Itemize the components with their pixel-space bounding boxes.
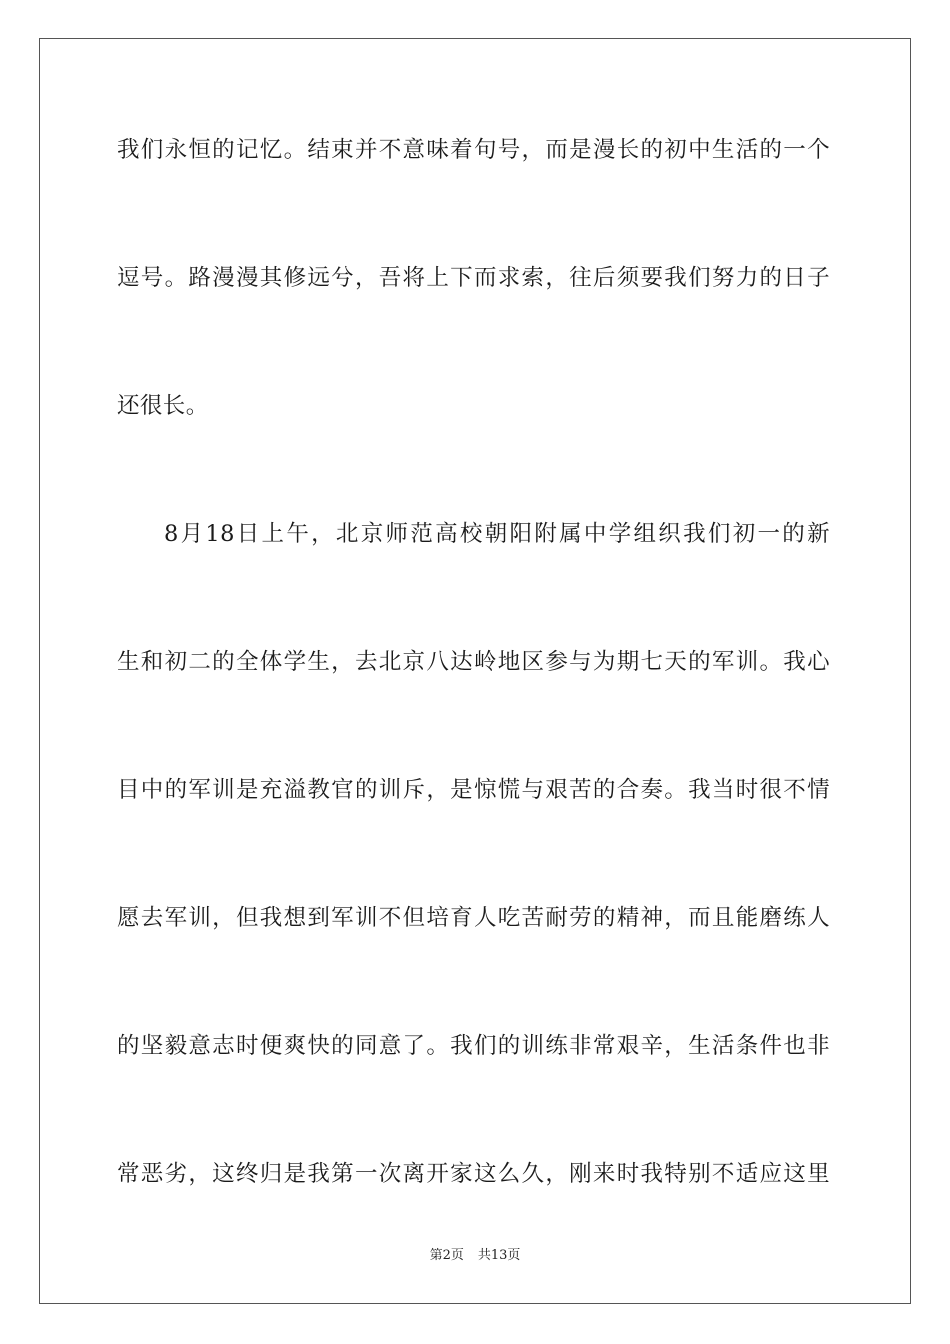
text-line: 目中的军训是充溢教官的训斥，是惊慌与艰苦的合奏。我当时很不情 xyxy=(117,777,830,803)
text-line: 常恶劣，这终归是我第一次离开家这么久，刚来时我特别不适应这里 xyxy=(117,1161,830,1187)
text-line: 的坚毅意志时便爽快的同意了。我们的训练非常艰辛，生活条件也非 xyxy=(117,1033,830,1059)
text-line: 还很长。 xyxy=(117,393,209,419)
current-page-label: 第2页 xyxy=(429,1248,464,1263)
text-line: 逗号。路漫漫其修远兮，吾将上下而求索，往后须要我们努力的日子 xyxy=(117,265,830,291)
text-line: 我们永恒的记忆。结束并不意味着句号，而是漫长的初中生活的一个 xyxy=(117,137,830,163)
text-line: 生和初二的全体学生，去北京八达岭地区参与为期七天的军训。我心 xyxy=(117,649,830,675)
page-footer xyxy=(0,1247,950,1265)
paragraph-first-line: 8月18日上午，北京师范高校朝阳附属中学组织我们初一的新 xyxy=(164,521,830,547)
total-pages-label: 共13页 xyxy=(477,1248,521,1263)
text-line: 愿去军训，但我想到军训不但培育人吃苦耐劳的精神，而且能磨练人 xyxy=(117,905,830,931)
